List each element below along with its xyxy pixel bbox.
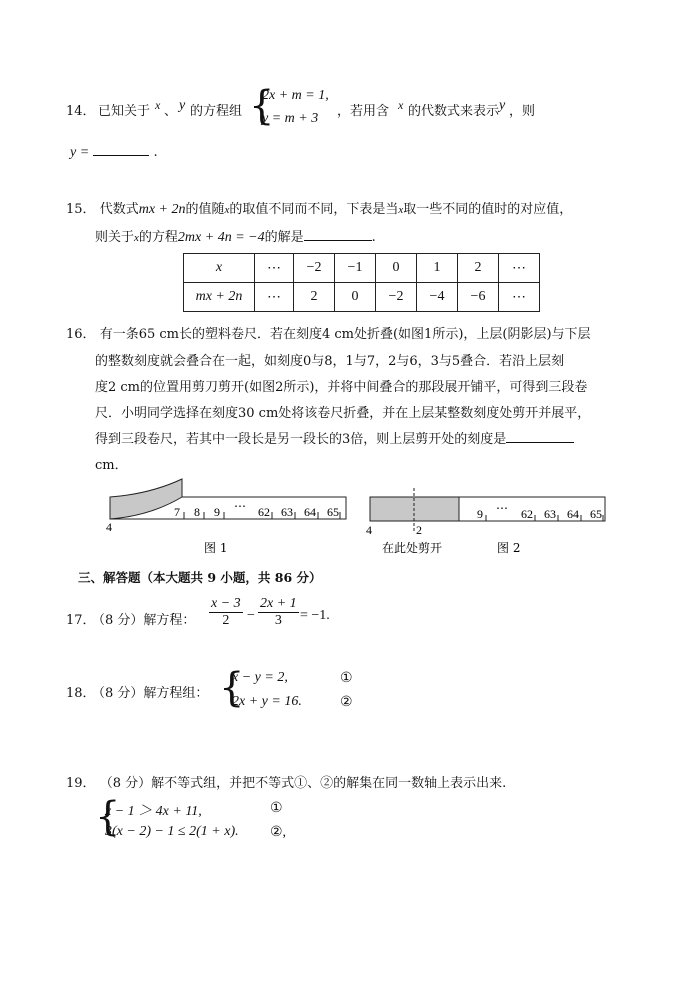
table-cell: 2 [458, 254, 499, 283]
q19-line [66, 772, 506, 791]
q17-number: 17． [66, 613, 96, 628]
q19-mark2: ②, [270, 825, 287, 840]
fig1-tick-label: ⋯ [234, 499, 246, 513]
q17-frac1-num: x − 3 [211, 596, 241, 611]
q15-text-e: 则关于 [95, 230, 135, 245]
q14-text-e: ，则 [509, 104, 536, 119]
table-cell: 1 [417, 254, 458, 283]
q15-text-d: 取一些不同的值时的对应值， [403, 202, 573, 217]
q15-var-x2: x [398, 204, 404, 216]
q16-answer-blank[interactable] [506, 430, 574, 443]
q17-minus: − [247, 608, 255, 623]
q14-var-x: x [155, 98, 161, 112]
q15-text-a: 代数式 [99, 202, 139, 217]
table-cell: −4 [417, 283, 458, 312]
q18-brace: { [219, 665, 245, 711]
q19-mark1: ① [270, 801, 283, 816]
q18-eq1: x − y = 2, [232, 670, 288, 685]
table-cell: ⋯ [255, 254, 294, 283]
q14-eq2: y = m + 3 [262, 111, 319, 126]
q14-answer-lhs: y = [70, 145, 90, 160]
fig1-tick-label: 65 [327, 505, 339, 519]
q15-answer-blank[interactable] [304, 228, 372, 241]
fig1-tick-label: 7 [174, 505, 180, 519]
section-title: 三、解答题（本大题共 9 小题，共 86 分） [78, 570, 322, 585]
q17-frac2-num: 2x + 1 [260, 596, 297, 611]
q19-number: 19． [66, 776, 96, 791]
fig1-tick-label: 63 [281, 505, 293, 519]
q18-eq2: 2x + y = 16. [232, 694, 302, 709]
figure-2 [362, 488, 612, 560]
table-cell: 0 [335, 283, 376, 312]
q14-answer [70, 143, 158, 161]
q17-frac1-den: 2 [222, 613, 230, 628]
q15-line2 [95, 226, 376, 246]
fig2-tick-label: 9 [477, 507, 483, 521]
fig2-tick-label: 65 [590, 507, 602, 521]
table-cell: ⋯ [255, 283, 294, 312]
q14-text-c: ，若用含 [337, 104, 390, 119]
q17-text: （8 分）解方程： [92, 613, 196, 628]
q15-var-x3: x [134, 232, 139, 244]
fig2-cut-label: 2 [416, 523, 422, 537]
q14-number: 14． [66, 104, 96, 119]
table-cell: mx + 2n [184, 283, 255, 312]
q15-text-c: 的取值不同而不同，下表是当 [229, 202, 399, 217]
q18-text: （8 分）解方程组： [92, 686, 209, 701]
q14-sep: 、 [164, 104, 178, 119]
q14-answer-end: . [153, 145, 158, 160]
q14-text-a: 已知关于 [98, 104, 151, 119]
q14-var-x2: x [398, 98, 404, 112]
table-cell: ⋯ [499, 254, 540, 283]
fig1-tick-label: 64 [304, 505, 316, 519]
fig1-tick-label: 62 [258, 505, 270, 519]
q16-text-line1: 有一条65 cm长的塑料卷尺．若在刻度4 cm处折叠(如图1所示)，上层(阴影层)与下层 [99, 327, 591, 342]
fig1-left-label: 4 [106, 520, 112, 534]
table-row [184, 254, 540, 283]
value-table [183, 253, 540, 312]
q14-text-b: 的方程组 [190, 104, 243, 119]
q17-fraction-1 [209, 596, 243, 629]
q19-ineq1: x − 1 ＞ 4x + 11, [105, 804, 202, 819]
table-cell: −1 [335, 254, 376, 283]
q16-text-line5: 得到三段卷尺，若其中一段长是另一段长的3倍，则上层剪开处的刻度是 [95, 432, 507, 447]
q14-var-y: y [179, 98, 186, 113]
table-cell: x [184, 254, 255, 283]
table-row [184, 283, 540, 312]
fig1-tick-label: 8 [194, 505, 200, 519]
q16-number: 16． [66, 327, 96, 342]
q15-text-g: 的解是 [264, 230, 304, 245]
q14-eq1: 2x + m = 1, [262, 88, 329, 103]
q15-end: . [371, 230, 376, 245]
q18-number: 18． [66, 686, 96, 701]
fig2-tick-label: 63 [544, 507, 556, 521]
q17-rhs: = −1. [300, 608, 330, 623]
figure-1 [100, 472, 350, 560]
q15-var-x: x [224, 204, 230, 216]
q15-text-b: 的值随 [185, 202, 225, 217]
q16-text-line6: cm． [95, 458, 128, 473]
table-cell: 0 [376, 254, 417, 283]
q16-line5 [95, 428, 574, 447]
q16-text-line3: 度2 cm的位置用剪刀剪开(如图2所示)，并将中间叠合的那段展开铺平，可得到三段卷 [95, 380, 588, 395]
fig2-left-label: 4 [366, 523, 372, 537]
q17-fraction-2 [258, 596, 299, 629]
q15-text-f: 的方程 [138, 230, 178, 245]
q14-brace: { [249, 83, 275, 129]
fig2-tick-label: 62 [521, 507, 533, 521]
fig2-caption: 图 2 [497, 541, 521, 555]
q14-answer-blank[interactable] [93, 143, 149, 156]
fig1-tick-label: 9 [214, 505, 220, 519]
fig2-cut-caption: 在此处剪开 [382, 541, 443, 555]
table-cell: ⋯ [499, 283, 540, 312]
q14-text-d: 的代数式来表示 [408, 104, 500, 119]
q15-equation: 2mx + 4n = −4 [177, 230, 265, 245]
q14-var-y2: y [499, 98, 506, 113]
q15-expr: mx + 2n [138, 202, 186, 217]
table-cell: −2 [294, 254, 335, 283]
q16-text-line2: 的整数刻度就会叠合在一起，如刻度0与8，1与7，2与6，3与5叠合．若沿上层刻 [95, 354, 565, 369]
fig2-tick-label: ⋯ [496, 501, 508, 515]
table-cell: 2 [294, 283, 335, 312]
q19-text: （8 分）解不等式组，并把不等式①、②的解集在同一数轴上表示出来. [99, 776, 507, 791]
q17-frac2-den: 3 [274, 613, 282, 628]
q16-text-line4: 尺．小明同学选择在刻度30 cm处将该卷尺折叠，并在上层某整数刻度处剪开并展平， [95, 406, 591, 421]
q18-mark2: ② [340, 695, 353, 710]
fig2-tick-label: 64 [567, 507, 579, 521]
table-cell: −2 [376, 283, 417, 312]
q15-number: 15． [66, 202, 96, 217]
table-cell: −6 [458, 283, 499, 312]
q16-line1 [66, 323, 591, 342]
q18-mark1: ① [340, 671, 353, 686]
q19-brace: { [95, 794, 121, 840]
q19-ineq2: 3(x − 2) − 1 ≤ 2(1 + x). [105, 824, 239, 839]
fig1-caption: 图 1 [204, 541, 228, 555]
q15-line1 [66, 198, 572, 218]
